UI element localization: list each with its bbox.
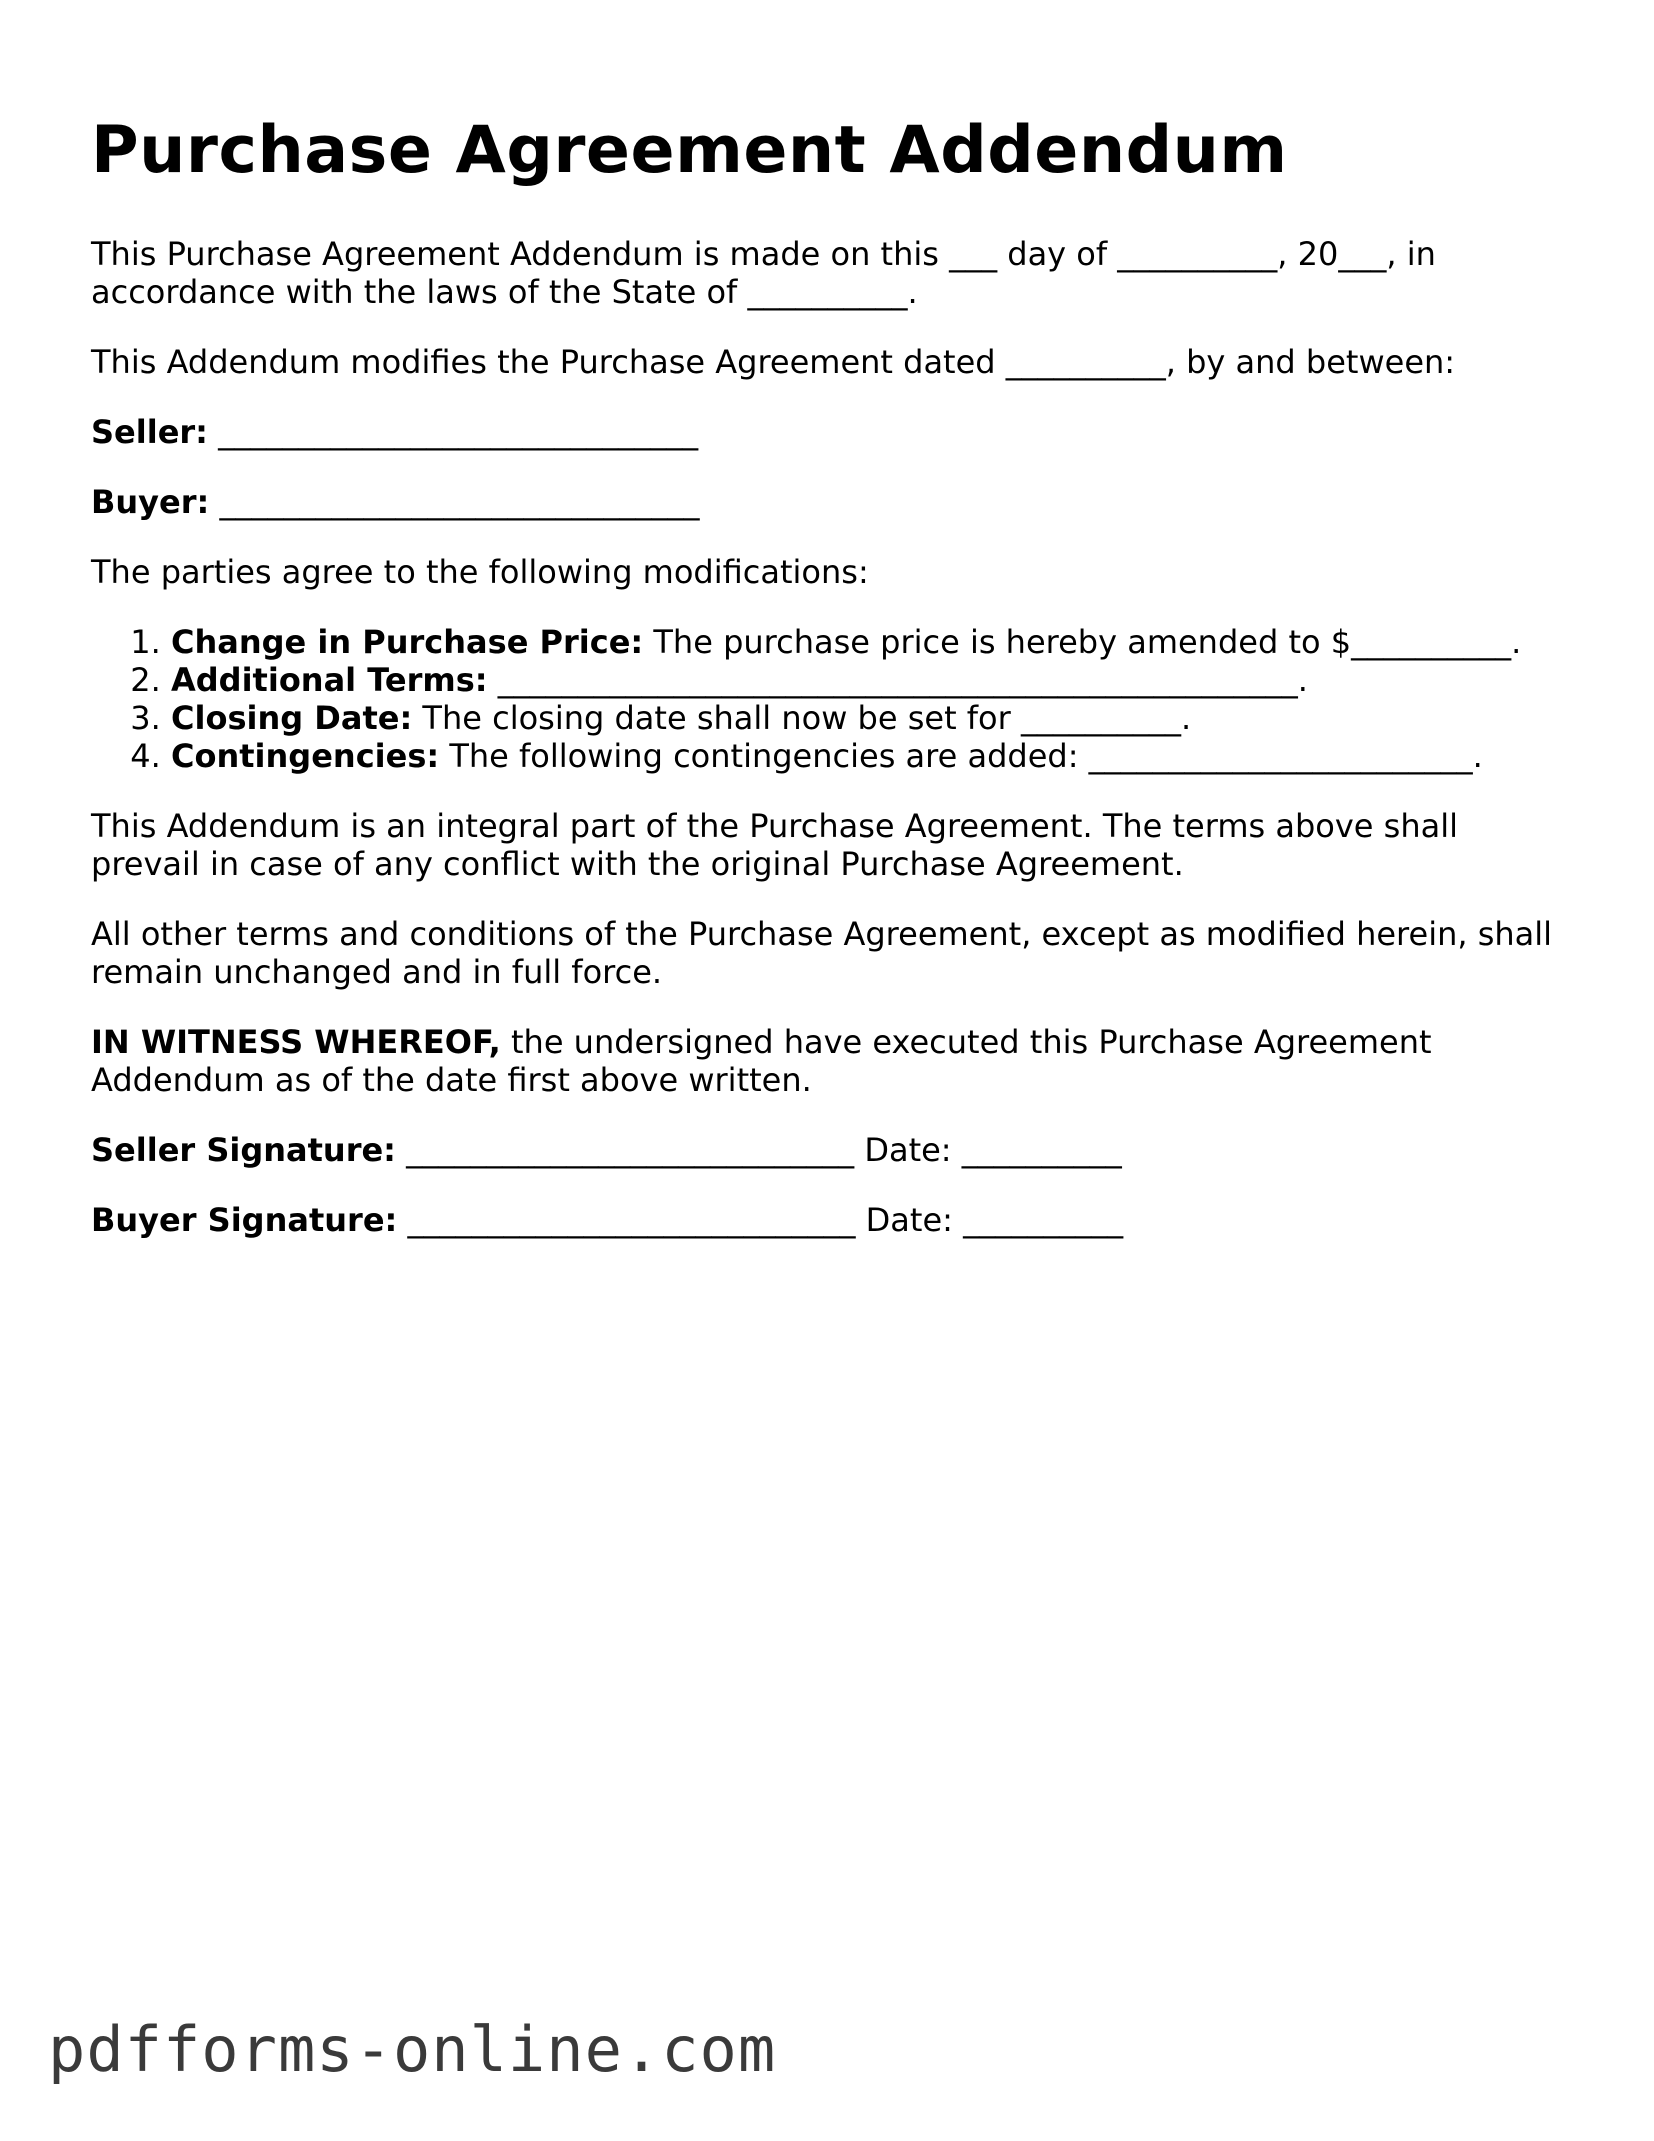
seller-line	[91, 413, 1561, 451]
date-blank: __________	[961, 1131, 1122, 1169]
buyer-signature-line	[91, 1201, 1561, 1239]
list-item	[171, 737, 1561, 775]
list-item	[171, 661, 1561, 699]
buyer-blank: ______________________________	[219, 483, 700, 521]
modification-label: Closing Date:	[171, 699, 413, 737]
list-item	[171, 623, 1561, 661]
buyer-label: Buyer:	[91, 483, 210, 521]
date-label: Date:	[865, 1201, 953, 1239]
modification-text: __________________________________________________.	[497, 661, 1308, 699]
modifies-paragraph: This Addendum modifies the Purchase Agreement dated __________, by and between:	[91, 343, 1456, 381]
signature-blank: ____________________________	[407, 1201, 856, 1239]
signature-label: Buyer Signature:	[91, 1201, 398, 1239]
document-title: Purchase Agreement Addendum	[91, 113, 1288, 188]
seller-signature-line	[91, 1131, 1561, 1169]
buyer-line	[91, 483, 1561, 521]
document-page	[91, 112, 1561, 1271]
watermark-text: pdfforms-online.com	[48, 2013, 777, 2086]
witness-text: the undersigned have executed this Purchase Agreement Addendum as of the date first above written.	[91, 1023, 1432, 1099]
seller-label: Seller:	[91, 413, 208, 451]
signature-label: Seller Signature:	[91, 1131, 396, 1169]
integral-paragraph: This Addendum is an integral part of the Purchase Agreement. The terms above shall prevail in case of any conflict with the original Purchase Agreement.	[91, 807, 1458, 883]
modification-label: Contingencies:	[171, 737, 440, 775]
modifications-list	[91, 623, 1561, 775]
modification-label: Additional Terms:	[171, 661, 488, 699]
witness-label: IN WITNESS WHEREOF,	[91, 1023, 501, 1061]
modification-text: The following contingencies are added: ________________________.	[449, 737, 1483, 775]
modification-text: The purchase price is hereby amended to $__________.	[653, 623, 1522, 661]
parties-agree-paragraph: The parties agree to the following modifications:	[91, 553, 869, 591]
date-blank: __________	[963, 1201, 1124, 1239]
modification-label: Change in Purchase Price:	[171, 623, 644, 661]
signature-blank: ____________________________	[406, 1131, 855, 1169]
witness-paragraph	[91, 1023, 1561, 1099]
other-terms-paragraph: All other terms and conditions of the Purchase Agreement, except as modified herein, shall remain unchanged and in full force.	[91, 915, 1553, 991]
intro-paragraph: This Purchase Agreement Addendum is made on this ___ day of __________, 20___, in accordance with the laws of the State of __________.	[91, 235, 1436, 311]
modification-text: The closing date shall now be set for __________.	[422, 699, 1192, 737]
date-label: Date:	[864, 1131, 952, 1169]
list-item	[171, 699, 1561, 737]
seller-blank: ______________________________	[218, 413, 699, 451]
